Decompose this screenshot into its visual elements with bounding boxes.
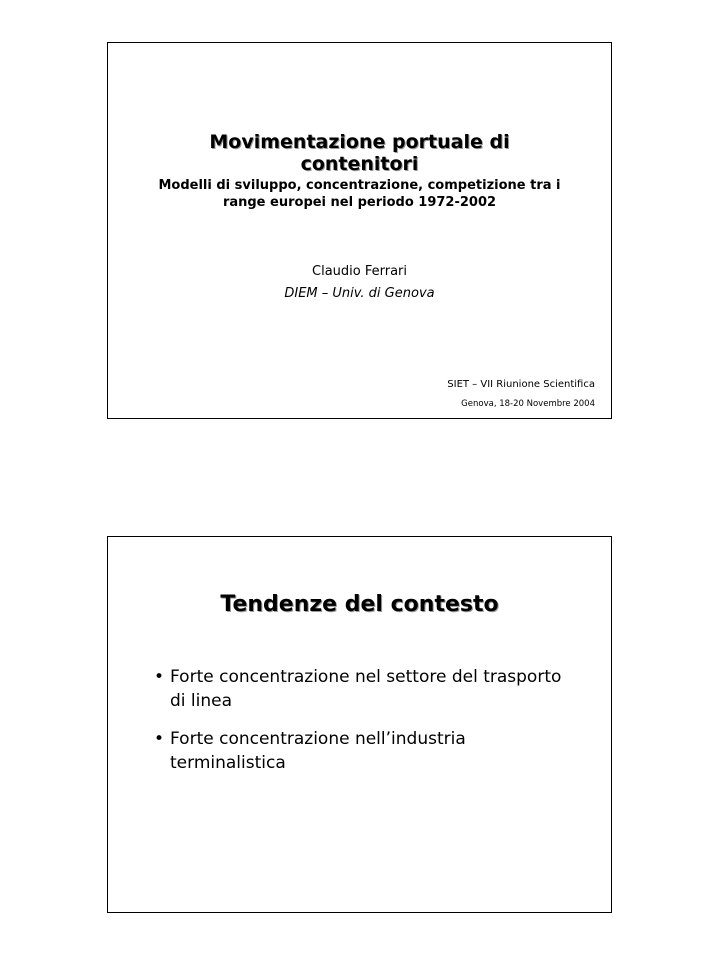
title-slide: [107, 42, 612, 419]
footer-event: SIET – VII Riunione Scientifica: [447, 379, 595, 390]
slide-footer: [447, 378, 595, 410]
list-item-text: Forte concentrazione nel settore del trasporto di linea: [170, 667, 562, 711]
author-affiliation: DIEM – Univ. di Genova: [284, 286, 435, 301]
author-name: Claudio Ferrari: [312, 264, 407, 279]
list-item: [154, 727, 574, 775]
list-item: [154, 665, 574, 713]
slide-title: Movimentazione portuale di contenitori: [209, 131, 510, 175]
bullet-list: [154, 665, 574, 789]
slide-subtitle: Modelli di sviluppo, concentrazione, competizione tra i range europei nel periodo 1972-2002: [158, 178, 561, 210]
footer-place-date: Genova, 18-20 Novembre 2004: [461, 399, 595, 409]
bullet-icon: •: [154, 667, 165, 687]
list-item-text: Forte concentrazione nell’industria terminalistica: [170, 729, 466, 773]
bullet-icon: •: [154, 729, 165, 749]
title-block: [108, 131, 611, 211]
content-slide: [107, 536, 612, 913]
slide-title: Tendenze del contesto: [220, 592, 499, 617]
author-block: [108, 261, 611, 305]
